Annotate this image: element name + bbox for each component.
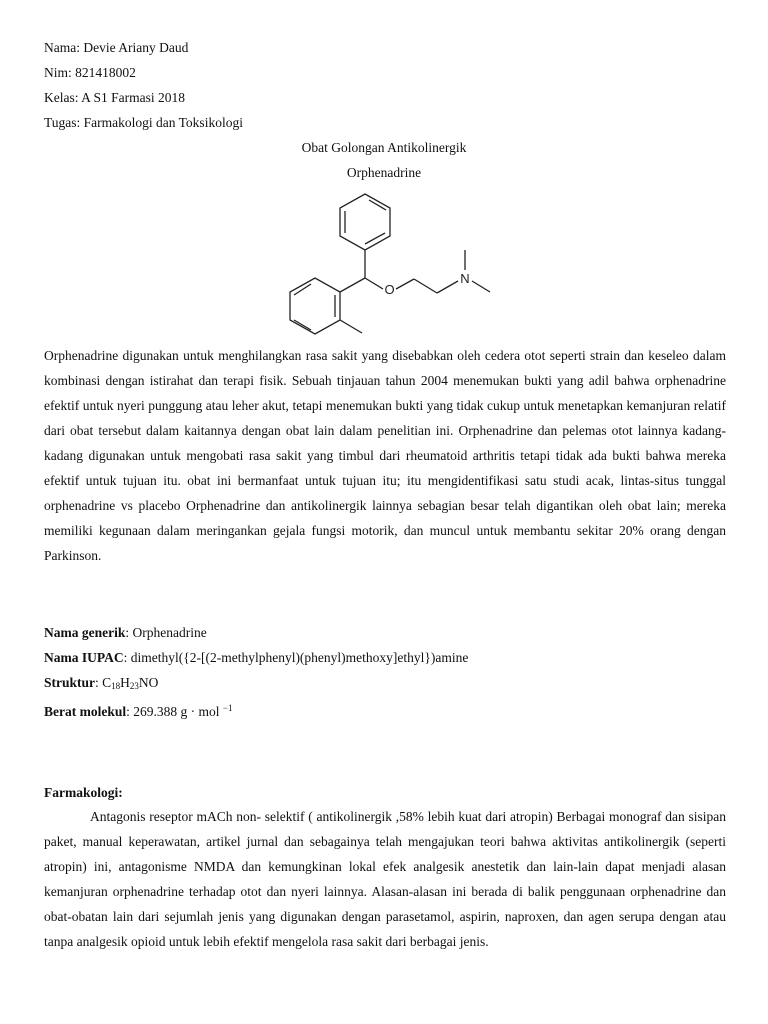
- molecular-weight-exponent: −1: [222, 703, 233, 713]
- intro-paragraph: Orphenadrine digunakan untuk menghilangkan rasa sakit yang disebabkan oleh cedera otot seperti strain dan keseleo dalam kombinasi dengan istirahat dan terapi fisik. Sebuah tinjauan tahun 2004 menemukan bukti yang adil bahwa orphenadrine efektif untuk nyeri punggung atau leher akut, tetapi menemukan bukti yang tidak cukup untuk menetapkan kemanjuran relatif dari obat tersebut dalam kaitannya dengan obat lain dalam penelitian ini. Orphenadrine dan pelemas otot lainnya kadang-kadang digunakan untuk mengobati rasa sakit yang timbul dari rheumatoid arthritis tetapi tidak ada bukti bahwa mereka efektif untuk tujuan itu. obat ini bermanfaat untuk tujuan itu; itu mengidentifikasi satu studi acak, lintas-situs tunggal orphenadrine vs placebo Orphenadrine dan antikolinergik lainnya sebagian besar telah digantikan oleh obat lain; mereka memiliki kegunaan dalam meringankan gejala fungsi motorik, dan muncul untuk membantu sekitar 20% orang dengan Parkinson.: [44, 348, 726, 563]
- iupac-name-row: [44, 650, 468, 666]
- pharmacology-heading-text: Farmakologi:: [44, 785, 123, 800]
- generic-name-row: [44, 625, 207, 641]
- pharmacology-heading: [44, 785, 123, 801]
- oxygen-label: O: [384, 282, 395, 297]
- student-nim: Nim: 821418002: [44, 65, 136, 80]
- formula-sub-hydrogen: 23: [129, 681, 139, 691]
- page-title: Obat Golongan Antikolinergik: [301, 140, 467, 155]
- student-name: Nama: Devie Ariany Daud: [44, 40, 189, 55]
- generic-name-value: : Orphenadrine: [125, 625, 207, 640]
- formula-sub-carbon: 18: [111, 681, 121, 691]
- formula-prefix: : C: [95, 675, 112, 690]
- nitrogen-label: N: [460, 271, 470, 286]
- chemical-structure: [270, 190, 510, 340]
- student-class: Kelas: A S1 Farmasi 2018: [44, 90, 185, 105]
- molecular-weight-value: : 269.388 g · mol: [126, 704, 223, 719]
- molecular-weight-row: [44, 700, 232, 720]
- molecular-weight-label: Berat molekul: [44, 704, 127, 719]
- pharmacology-paragraph: Antagonis reseptor mACh non- selektif ( antikolinergik ,58% lebih kuat dari atropin) Berbagai monograf dan sisipan paket, manual keperawatan, artikel jurnal dan sebagainya telah mengajukan teori bahwa aktivitas antikolinergik (seperti atropin) ini, antagonisme NMDA dan kemungkinan lokal efek analgesik anestetik dan lain-lain dapat menjadi alasan kemanjuran orphenadrine terhadap otot dan nyeri lainnya. Alasan-alasan ini berada di balik penggunaan orphenadrine dan obat-obatan lain dari sejumlah jenis yang digunakan dengan parasetamol, aspirin, naproxen, dan agen serupa dengan atau tanpa analgesik opioid untuk lebih efektif mengelola rasa sakit dari berbagai jenis.: [44, 809, 726, 949]
- drug-name-heading: Orphenadrine: [346, 165, 422, 180]
- structure-label: Struktur: [44, 675, 96, 690]
- structure-formula-row: [44, 675, 158, 694]
- generic-name-label: Nama generik: [44, 625, 126, 640]
- iupac-name-label: Nama IUPAC: [44, 650, 124, 665]
- formula-suffix: NO: [138, 675, 159, 690]
- assignment-title: Tugas: Farmakologi dan Toksikologi: [44, 115, 243, 130]
- iupac-name-value: : dimethyl({2-[(2-methylphenyl)(phenyl)methoxy]ethyl})amine: [123, 650, 469, 665]
- formula-hydrogen: H: [120, 675, 130, 690]
